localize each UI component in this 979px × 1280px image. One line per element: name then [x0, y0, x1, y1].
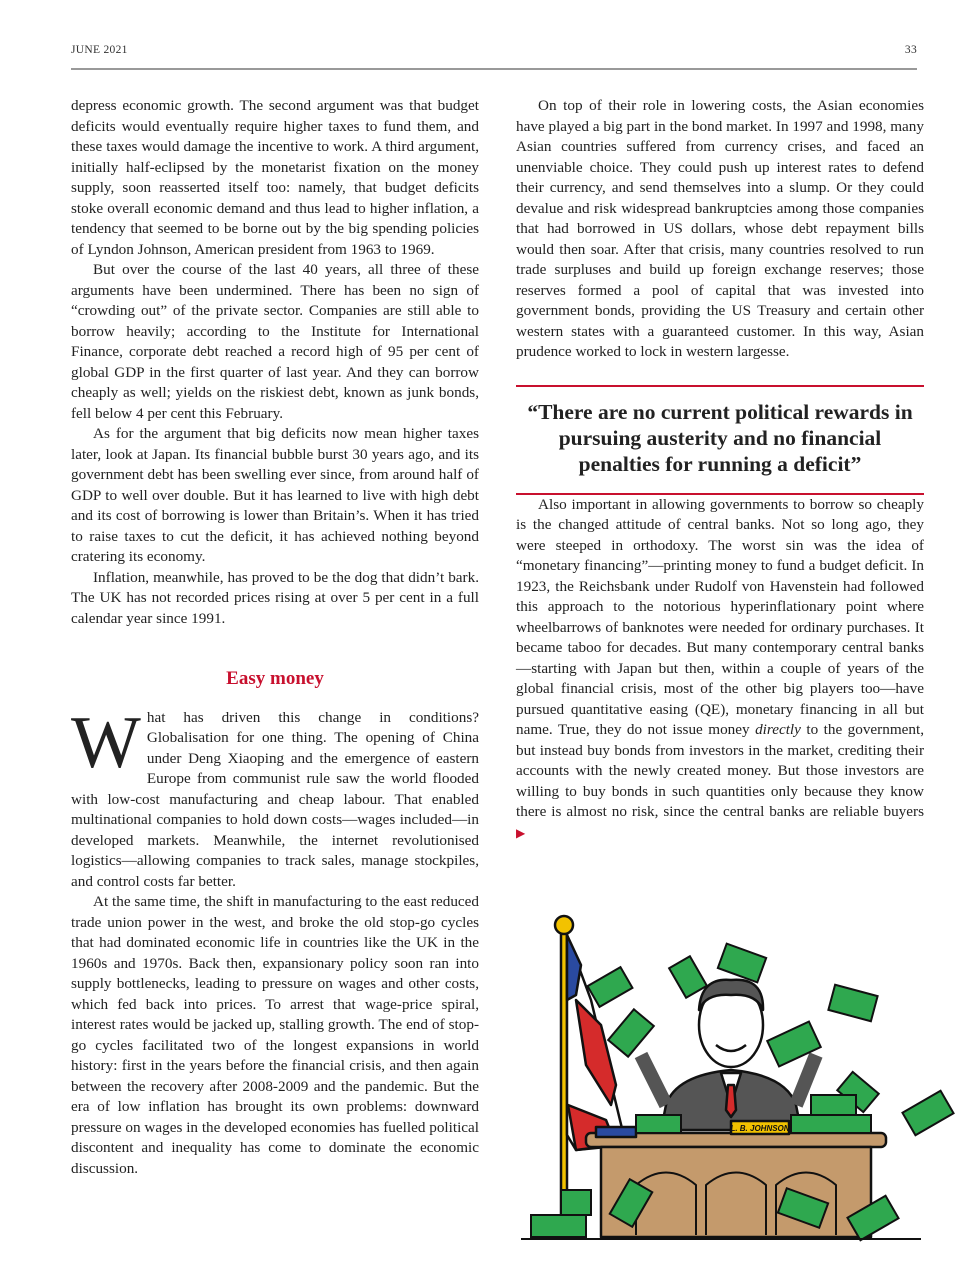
continue-arrow-icon: ▶ — [516, 825, 526, 840]
paragraph-text: to the government, but instead buy bonds from investors in the market, crediting their accounts with the newly created money. But those investors are willing to buy bonds in such quantities only because they know there is almost no risk, since the central banks are reliable buyers — [516, 721, 924, 820]
emphasis: directly — [755, 721, 801, 738]
paragraph: depress economic growth. The second argument was that budget deficits would eventually require higher taxes to fund them, and these taxes would damage the incentive to work. A third argument, initially half-eclipsed by the monetarist fixation on the money supply, soon reasserted itself too: namely, that budget deficits stoke overall economic demand and thus lead to higher inflation, a tendency that seemed to be borne out by the big spending policies of Lyndon Johnson, American president from 1963 to 1969. — [71, 97, 479, 258]
pull-quote: “There are no current political rewards in pursuing austerity and no financial penalties for running a deficit” — [516, 385, 924, 495]
right-column — [516, 96, 924, 843]
paragraph: As for the argument that big deficits now mean higher taxes later, look at Japan. Its financial bubble burst 30 years ago, and its government debt has been swelling ever since, from around half of GDP to well over double. But it has learned to live with high debt and its cost of borrowing is lower than Britain’s. When it has tried to raise taxes to cut the deficit, it has achieved nothing beyond cratering its economy. — [71, 425, 479, 565]
paragraph-text: Also important in allowing governments to borrow so cheaply is the changed attitude of central banks. Not so long ago, they were steeped in orthodoxy. The worst sin was the idea of “monetary financing”—printing money to fund a budget deficit. In 1923, the Reichsbank under Rudolf von Havenstein had followed this approach to the notorious hyperinflationary point where wheelbarrows of banknotes were needed for ordinary purchases. It became taboo for decades. But many contemporary central banks—starting with Japan but then, within a couple of years of the global financial crisis, most of the other big players too—have pursued quantitative easing (QE), monetary financing in all but name. True, they do not issue money — [516, 495, 924, 738]
issue-date: JUNE 2021 — [71, 44, 128, 56]
paragraph — [71, 701, 479, 893]
paragraph-text: hat has driven this change in conditions? Globalisation for one thing. The opening of China under Deng Xiaoping and the emergence of eastern Europe from communist rule saw the world flooded with low-cost manufacturing and cheap labour. That enabled multinational companies to hold down costs—wages included—in developed markets. Meanwhile, the internet revolutionised logistics—allowing companies to track sales, manage stockpiles, and control costs far better. — [71, 708, 479, 890]
section-heading: Easy money — [226, 668, 324, 689]
header-rule — [71, 68, 917, 70]
paragraph — [516, 495, 924, 844]
flag-finial — [555, 916, 573, 934]
page-number: 33 — [904, 44, 917, 56]
illustration-money-desk — [516, 905, 961, 1250]
paragraph: At the same time, the shift in manufacturing to the east reduced trade union power in the west, and broke the old stop-go cycles that had dominated economic life in countries like the UK in the 1960s and 1970s. Back then, expansionary policy soon ran into supply bottlenecks, leading to pressure on wages and other costs, which fed back into prices. To arrest that wage-price spiral, interest rates would be jacked up, stalling growth. The end of stop-go cycles facilitated two of the longest expansions in world history: first in the years before the financial crisis, and then again between the recovery after 2008-2009 and the pandemic. But the era of low inflation has brought its own problems: downward pressure on wages in the developed economies has fuelled political discontent and inequality has come to dominate the economic discussion. — [71, 893, 479, 1177]
paragraph: Inflation, meanwhile, has proved to be the dog that didn’t bark. The UK has not recorded prices rising at over 5 per cent in a full calendar year since 1991. — [71, 568, 479, 627]
paragraph: On top of their role in lowering costs, the Asian economies have played a big part in the bond market. In 1997 and 1998, many Asian countries suffered from currency crises, and faced an unenviable choice. They could push up interest rates to defend their currency, and send themselves into a slump. Or they could devalue and risk widespread bankruptcies among those companies that had borrowed in US dollars, whose debt repayment bills would then soar. After that crisis, many countries resolved to run trade surpluses and build up foreign exchange reserves; those reserves formed a pool of capital that was invested into government bonds, providing the US Treasury and certain other western states with a guaranteed customer. In this way, Asian prudence worked to lock in western largesse. — [516, 97, 924, 360]
paragraph: But over the course of the last 40 years, all three of these arguments have been undermined. There has been no sign of “crowding out” of the private sector. Companies are still able to borrow heavily; according to the Institute for International Finance, corporate debt reached a record high of 95 per cent of global GDP in the first quarter of last year. And they can borrow cheaply as well; yields on the riskiest debt, known as junk bonds, fell below 4 per cent this February. — [71, 261, 479, 422]
left-column — [71, 96, 479, 1179]
nameplate-text: L. B. JOHNSON — [730, 1124, 790, 1133]
drop-cap: W — [71, 701, 141, 784]
